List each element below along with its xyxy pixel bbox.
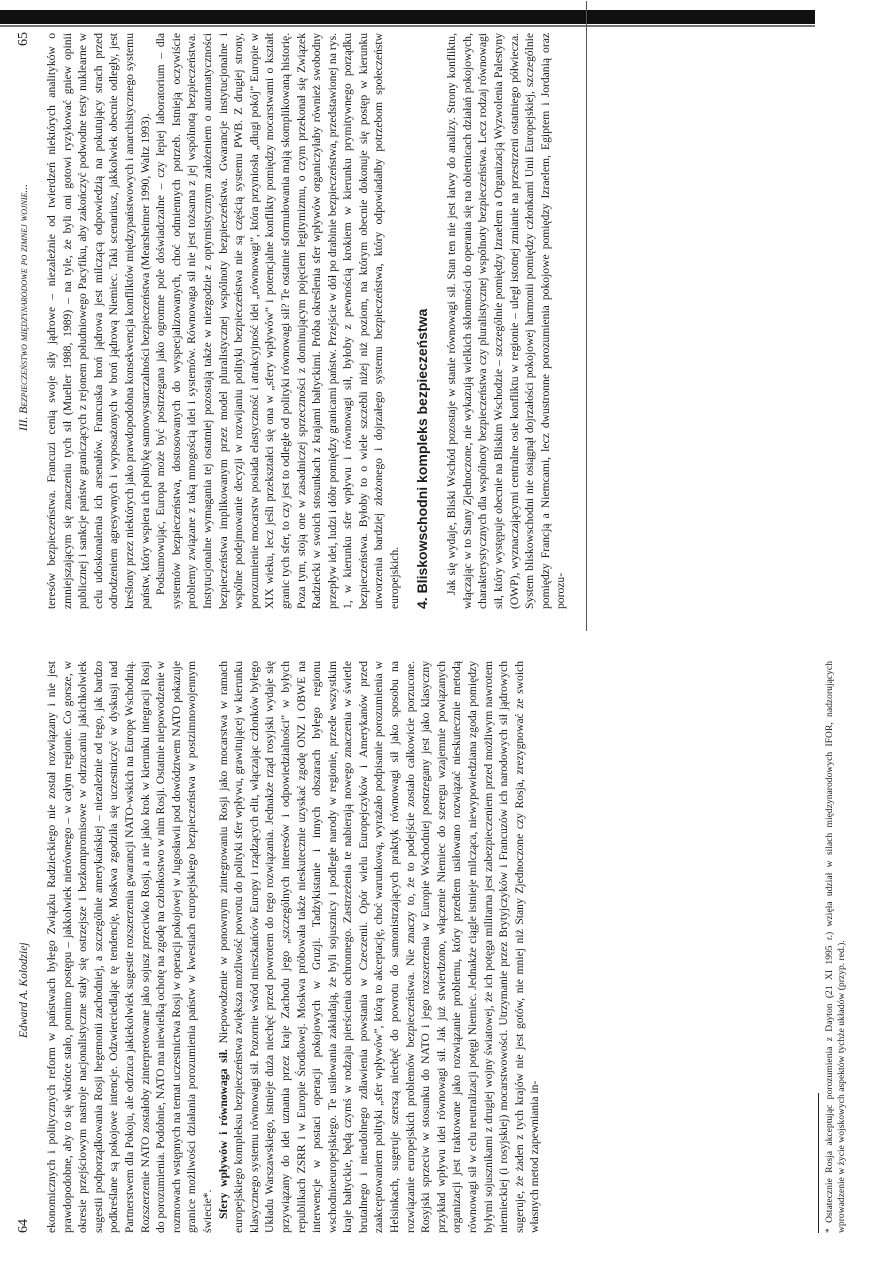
paragraph: ekonomicznych i politycznych reform w państwach byłego Związku Radzieckiego nie został rozwiązany i nie jest prawdopodobne, aby to się wkrótce stało, pomimo postępu – jakkolwiek nierównego – w całym regionie. Co gorsze, w okresie przejściowym nastroje nacjonalistyczne stały się ostrzejsze i bezkompromisowe w odrzucaniu jakichkolwiek sugestii podporządkowania Rosji hegemonii zachodniej, a szczególnie amerykańskiej – niezależnie od tego, jak bardzo podkreślane są pokojowe intencje. Odzwierciedlając tę tendencję, Moskwa zgodziła się uczestniczyć w dyskusji nad Partnerstwem dla Pokoju, ale odrzuca jakiekolwiek sugestie rozszerzenia gwarancji NATO-wskich na Europę Wschodnią. Rozszerzenie NATO zostałoby zinterpretowane jako sojusz przeciwko Rosji, a nie jako krok w kierunku integracji Rosji do porozumienia. Podobnie, NATO ma niewielką ochotę na zgodę na członkostwo w nim Rosji. Ostatnie niepowodzenie w rozmowach wstępnych na temat uczestnictwa Rosji w operacji pokojowej w Jugosławii pod dowództwem NATO pokazuje granice możliwości działania porozumienia państw w kwestiach europejskiego bezpieczeństwa w postzimnowojennym świecie*.	[45, 661, 214, 1233]
section-heading: 4. Bliskowschodni kompleks bezpieczeństwa	[413, 308, 430, 609]
paragraph: Sfery wpływów i równowaga sił. Niepowodzenie w ponownym zintegrowaniu Rosji jako mocarstwa w ramach europejskiego kompleksu bezpieczeństwa zwiększa możliwość powrotu do polityki sfer wpływu, grawitującej w kierunku klasycznego systemu równowagi sił. Pozornie wśród mieszkańców Europy i rządzących elit, włączając członków byłego Układu Warszawskiego, istnieje duża niechęć przed powrotem do tego rozwiązania. Jednakże rząd rosyjski wydaje się przywiązany do idei uznania przez kraje Zachodu jego „szczególnych interesów i odpowiedzialności” w byłych republikach ZSRR i w Europie Środkowej. Moskwa próbowała także nieskutecznie uzyskać zgodę ONZ i OBWE na interwencje w postaci operacji pokojowych w Gruzji. Tadżykistanie i innych obszarach byłego regionu wschodnioeuropejskiego. Te usiłowania zakładają, że byli sojusznicy i podległe narody w regionie, przede wszystkim kraje bałtyckie, będą czymś w rodzaju pierścienia ochronnego. Zastrzeżenia te nabierają nowego znaczenia w świetle brutalnego i nieudolnego zdławienia powstania w Czeczenii. Opór wielu Europejczyków i Amerykanów przed zaakceptowaniem polityki „sfer wpływów”, którą to akceptację, choć warunkową, wyrażało podpisanie porozumienia w Helsinkach, sugeruje szerszą niechęć do powrotu do samonistrzających praktyk równowagi sił jako sposobu na rozwiązanie europejskich problemów bezpieczeństwa. Nie znaczy to, że to podejście zostało całkowicie porzucone. Rosyjski sprzeciw w stosunku do NATO i jego rozszerzenia w Europie Wschodniej postrzegany jest jako klasyczny przykład wpływu idei równowagi sił. Jak już stwierdzono, włączenie Niemiec do szeregu wzajemnie powiązanych organizacji jest traktowane jako rozwiązanie problemu, który przedtem usiłowano rozwiązać nieskutecznie metodą równowagi sił w celu neutralizacji potęgi Niemiec. Jednakże ciągle istnieje milcząca, niewypowiedziana zgoda pomiędzy byłymi sojusznikami z drugiej wojny światowej, że ich potęga militarna jest zabezpieczeniem przed możliwym nawrotem niemieckiej (i rosyjskiej) mocarstwowości. Utrzymanie przez Brytyjczyków i Francuzów ich narodowych sił jądrowych sugeruje, że żaden z tych krajów nie jest gotów, nie mniej niż Stany Zjednoczone czy Rosja, zrezygnować ze swoich własnych metod zapewniania in-	[216, 661, 542, 1233]
right-page	[0, 0, 893, 631]
scan-artifact-line	[586, 1, 587, 631]
paragraph: teresów bezpieczeństwa. Francuzi cenią swoje siły jądrowe – niezależnie od twierdzeń niektórych analityków o zmniejszającym się znaczeniu tych sił (Mueller 1988, 1989) – na tyle, że byli oni gotowi ryzykować gniew opinii publicznej i sankcje państw graniczących z rejonem południowego Pacyfiku, aby zakończyć podwodne testy nuklearne w celu udoskonalenia ich arsenałów. Francuska broń jądrowa jest milczącą odpowiedzią na pokutujący strach przed odrodzeniem agresywnych i wyposażonych w broń jądrową Niemiec. Taki scenariusz, jakkolwiek obecnie odległy, jest kreślony przez niektórych jako prawdopodobna konsekwencja konfliktów międzypaństwowych i anarchistycznego systemu państw, który wspiera ich politykę samowystarczalności bezpieczeństwa (Mearsheimer 1990, Waltz 1993).	[45, 33, 152, 609]
footnote-rule	[818, 1093, 819, 1233]
paragraph: Podsumowując, Europa może być postrzegana jako ogromne pole doświadczalne – czy lepiej laboratorium – dla systemów bezpieczeństwa, dostosowanych do wyspecjalizowanych, choć odmiennych potrzeb. Istnieją oczywiście problemy związane z taką mnogością idei i systemów. Równowaga sił nie jest tożsama z jej wspólnotą bezpieczeństwa. Instytucjonalne wymagania tej ostatniej pozostają także w niezgodzie z optymistycznym założeniem o automatyczności bezpieczeństwa implikowanym przez model pluralistycznej wspólnoty bezpieczeństwa. Gwarancje instytucjonalne i wspólne podejmowanie decyzji w rozwijaniu polityki bezpieczeństwa nie są częścią systemu PWB. Z drugiej strony, porozumienie mocarstw posiada elastyczność i atrakcyjność idei „równowagi”, która przyniosła „długi pokój” Europie w XIX wieku, lecz jeśli przekształci się ona w „sfery wpływów” i potencjalne konflikty pomiędzy mocarstwami o kształt granic tych sfer, to czy jest to odległe od polityki równowagi sił? Te ostatnie sformułowania mają skomplikowaną historię. Poza tym, stoją one w zasadniczej sprzeczności z dominującym pojęciem legitymizmu, o czym przekonał się Związek Radziecki w swoich stosunkach z krajami bałtyckimi. Próba określenia sfer wpływów organiczyłaby również swobodny przepływ idei, ludzi i dóbr pomiędzy granicami państw. Przejście w dół po drabinie bezpieczeństwa, przedstawionej na rys. 1, w kierunku sfer wpływu i równowagi sił, byłoby z pewnością krokiem w kierunku prymitywnego porządku bezpieczeństwa. Byłoby to o wiele szczebli niżej niż poziom, na którym obecnie dokonuje się postęp w kierunku utworzenia bardziej złożonego i dojrzałego systemu bezpieczeństwa, który odpowiadałby potrzebom społeczeństw europejskich.	[154, 33, 402, 609]
page-number: 64	[16, 1219, 31, 1233]
paragraph: Jak się wydaje, Bliski Wschód pozostaje w stanie równowagi sił. Stan ten nie jest łatwy do analizy. Strony konfliktu, włączając w to Stany Zjednoczone, nie wykazują wielkich skłonności do operania się na obietnicach działań pokojowych, charakterystycznych dla wspólnoty bezpieczeństwa czy pluralistycznej wspólnoty bezpieczeństwa. Lecz rodzaj równowagi sił, który występuje obecnie na Bliskim Wschodzie – szczególnie pomiędzy Izraelem a Organizacją Wyzwolenia Palestyny (OWP), wyznaczającymi centralne osie konfliktu w regionie – uległ istotnej zmianie na przestrzeni ostatniego półwiecza. System bliskowschodni nie osiągnął dojrzałości pokojowej harmonii pomiędzy członkami Unii Europejskiej, szczególnie pomiędzy Francją a Niemcami, lecz dwustronne porozumienia pokojowe pomiędzy Izraelem, Egiptem i Jordanią oraz porozu-	[445, 33, 568, 609]
text-column	[44, 661, 543, 1233]
page-number: 65	[16, 32, 31, 46]
footnote: * Ostatecznie Rosja akceptując porozumienia z Dayton (21 XI 1995 r.) wzięła udział w silach międzynarodowych IFOR, nadzorujących wprowadzenie w życie wojskowych aspektów tychże układów (przyp. red.).	[824, 661, 847, 1233]
text-column	[44, 33, 569, 609]
left-page	[0, 633, 893, 1263]
paragraph-lead: Sfery wpływów i równowaga sił.	[216, 1049, 230, 1219]
running-head: III. Bezpieczeństwo międzynarodowe po zimnej wojnie...	[18, 183, 30, 431]
running-head: Edward A. Kolodziej	[18, 942, 30, 1038]
